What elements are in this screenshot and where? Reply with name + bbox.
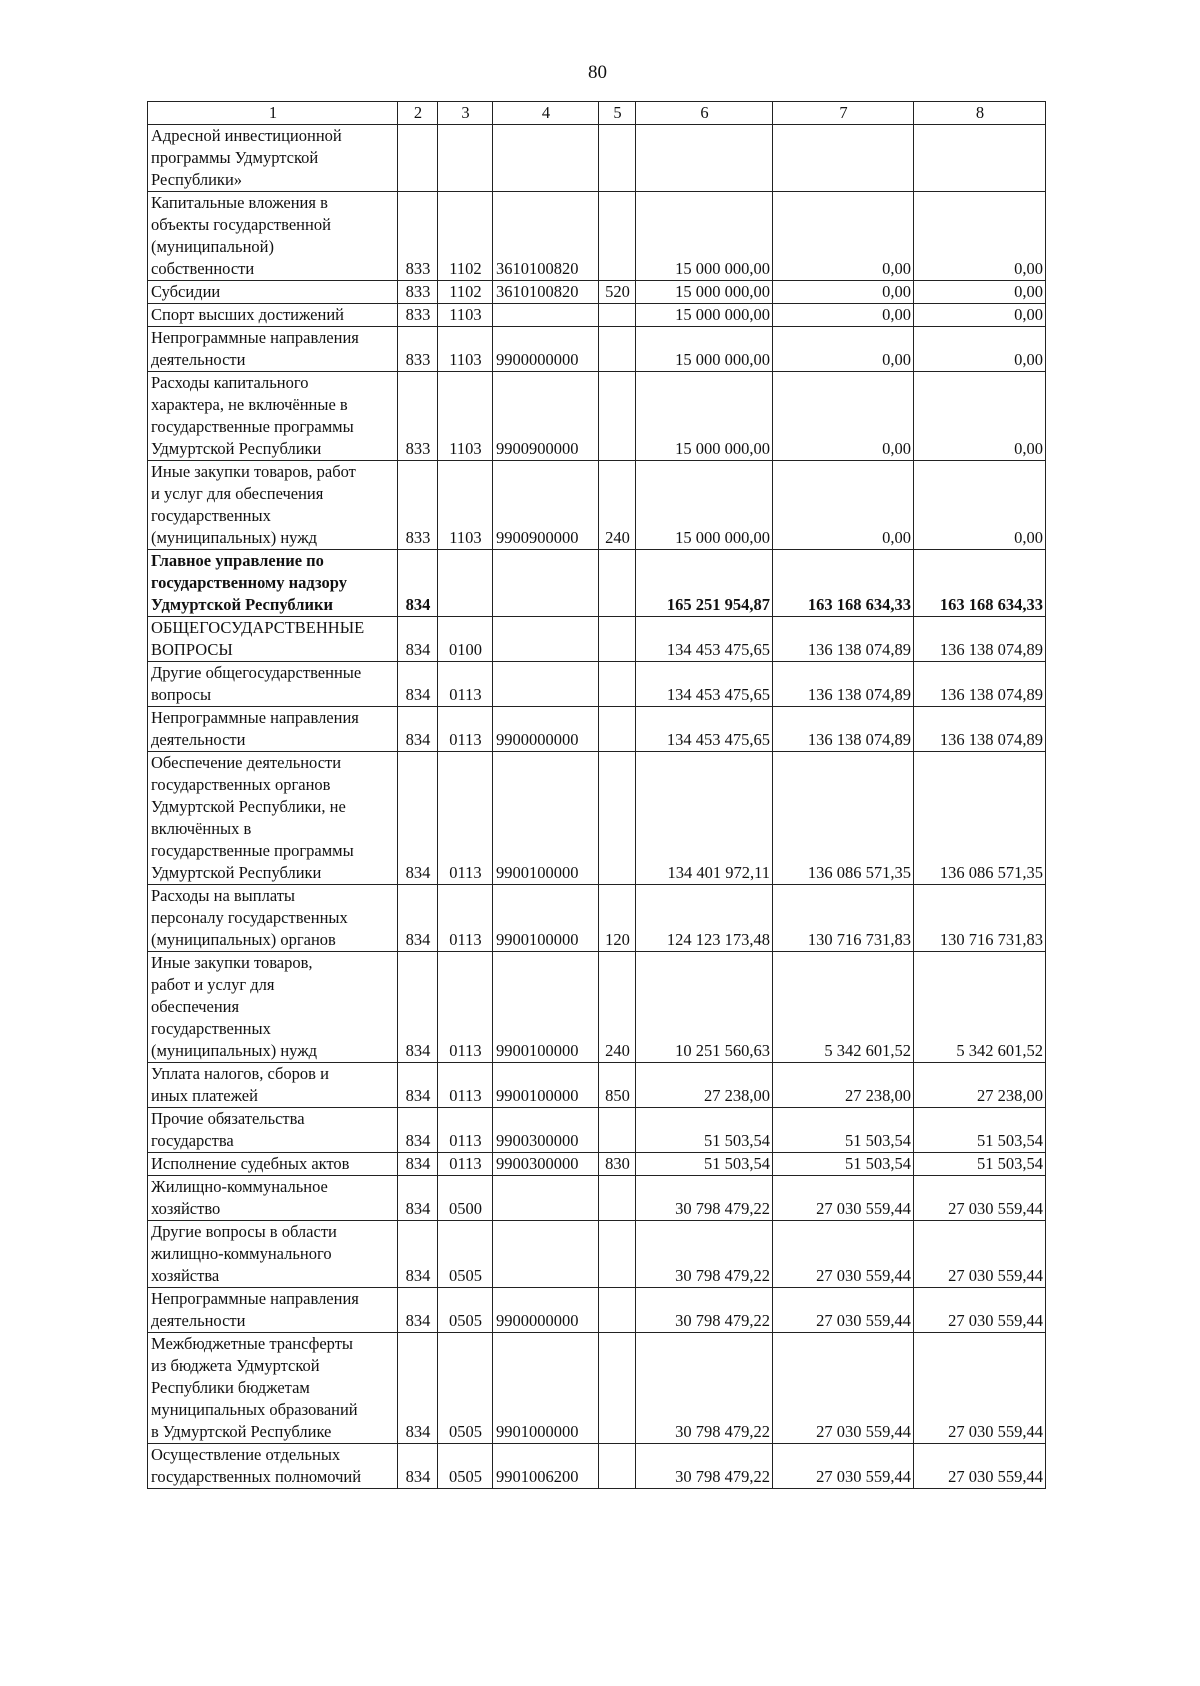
cell-amount-2: 51 503,54: [773, 1153, 914, 1176]
cell-name: ОБЩЕГОСУДАРСТВЕННЫЕ ВОПРОСЫ: [148, 617, 398, 662]
cell-amount-1: [636, 125, 773, 192]
table-row: [148, 1333, 1046, 1444]
cell-target-code: [493, 617, 599, 662]
cell-expense-type: 240: [599, 461, 636, 550]
cell-admin-code: 834: [398, 1176, 438, 1221]
page-number: 80: [588, 62, 607, 83]
cell-expense-type: [599, 1444, 636, 1489]
cell-admin-code: 834: [398, 617, 438, 662]
cell-section-code: [438, 125, 493, 192]
cell-amount-3: 130 716 731,83: [914, 885, 1046, 952]
table-row: [148, 1063, 1046, 1108]
cell-expense-type: [599, 1288, 636, 1333]
cell-amount-3: 163 168 634,33: [914, 550, 1046, 617]
cell-name: Спорт высших достижений: [148, 304, 398, 327]
cell-amount-1: 134 453 475,65: [636, 617, 773, 662]
cell-amount-2: 136 138 074,89: [773, 707, 914, 752]
cell-amount-2: 136 138 074,89: [773, 617, 914, 662]
cell-amount-2: 163 168 634,33: [773, 550, 914, 617]
cell-admin-code: [398, 125, 438, 192]
cell-admin-code: 834: [398, 1108, 438, 1153]
cell-target-code: 9900000000: [493, 327, 599, 372]
cell-amount-3: [914, 125, 1046, 192]
cell-name: Другие общегосударственные вопросы: [148, 662, 398, 707]
cell-name: Иные закупки товаров, работ и услуг для обеспечения государственных (муниципальных) нужд: [148, 952, 398, 1063]
table-row: [148, 192, 1046, 281]
cell-amount-3: 0,00: [914, 192, 1046, 281]
col-header: 4: [493, 102, 599, 125]
table-row: [148, 952, 1046, 1063]
cell-amount-1: 30 798 479,22: [636, 1333, 773, 1444]
cell-name: Прочие обязательства государства: [148, 1108, 398, 1153]
cell-amount-1: 134 401 972,11: [636, 752, 773, 885]
cell-amount-3: 136 138 074,89: [914, 662, 1046, 707]
col-header: 2: [398, 102, 438, 125]
cell-expense-type: [599, 707, 636, 752]
cell-amount-3: 0,00: [914, 372, 1046, 461]
cell-amount-2: 27 238,00: [773, 1063, 914, 1108]
cell-target-code: 9900100000: [493, 1063, 599, 1108]
table-row: [148, 372, 1046, 461]
table-row: [148, 1153, 1046, 1176]
table-row: [148, 617, 1046, 662]
cell-amount-3: 5 342 601,52: [914, 952, 1046, 1063]
cell-name: Капитальные вложения в объекты государственной (муниципальной) собственности: [148, 192, 398, 281]
cell-amount-2: 0,00: [773, 327, 914, 372]
cell-amount-2: 0,00: [773, 372, 914, 461]
cell-admin-code: 833: [398, 304, 438, 327]
cell-section-code: 0100: [438, 617, 493, 662]
cell-name: Адресной инвестиционной программы Удмуртской Республики»: [148, 125, 398, 192]
cell-amount-3: 27 238,00: [914, 1063, 1046, 1108]
table-row: [148, 327, 1046, 372]
cell-amount-2: 0,00: [773, 192, 914, 281]
cell-amount-1: 134 453 475,65: [636, 707, 773, 752]
table-row: [148, 1108, 1046, 1153]
cell-amount-3: 27 030 559,44: [914, 1221, 1046, 1288]
cell-expense-type: [599, 125, 636, 192]
cell-amount-2: 51 503,54: [773, 1108, 914, 1153]
cell-section-code: 0113: [438, 885, 493, 952]
cell-section-code: 0500: [438, 1176, 493, 1221]
cell-admin-code: 834: [398, 707, 438, 752]
col-header: 1: [148, 102, 398, 125]
cell-amount-2: 27 030 559,44: [773, 1221, 914, 1288]
cell-amount-3: 0,00: [914, 281, 1046, 304]
cell-amount-2: [773, 125, 914, 192]
cell-amount-3: 27 030 559,44: [914, 1333, 1046, 1444]
cell-section-code: 0113: [438, 752, 493, 885]
cell-section-code: 1102: [438, 281, 493, 304]
cell-target-code: 9900300000: [493, 1108, 599, 1153]
cell-target-code: 9900100000: [493, 952, 599, 1063]
cell-section-code: 1103: [438, 461, 493, 550]
col-header: 3: [438, 102, 493, 125]
cell-admin-code: 833: [398, 281, 438, 304]
cell-amount-1: 27 238,00: [636, 1063, 773, 1108]
cell-amount-1: 134 453 475,65: [636, 662, 773, 707]
cell-amount-2: 130 716 731,83: [773, 885, 914, 952]
cell-admin-code: 833: [398, 192, 438, 281]
cell-expense-type: [599, 304, 636, 327]
cell-admin-code: 834: [398, 662, 438, 707]
cell-name: Осуществление отдельных государственных полномочий: [148, 1444, 398, 1489]
cell-target-code: 9901000000: [493, 1333, 599, 1444]
cell-amount-2: 0,00: [773, 461, 914, 550]
table-row: [148, 752, 1046, 885]
cell-name: Другие вопросы в области жилищно-коммунального хозяйства: [148, 1221, 398, 1288]
cell-expense-type: [599, 550, 636, 617]
table-row: [148, 461, 1046, 550]
cell-name: Жилищно-коммунальное хозяйство: [148, 1176, 398, 1221]
cell-admin-code: 834: [398, 1288, 438, 1333]
cell-admin-code: 834: [398, 752, 438, 885]
table-row: [148, 1288, 1046, 1333]
cell-amount-1: 30 798 479,22: [636, 1288, 773, 1333]
cell-section-code: 0113: [438, 1153, 493, 1176]
cell-name: Исполнение судебных актов: [148, 1153, 398, 1176]
cell-name: Межбюджетные трансферты из бюджета Удмуртской Республики бюджетам муниципальных образований в Удмуртской Республике: [148, 1333, 398, 1444]
cell-section-code: [438, 550, 493, 617]
cell-amount-1: 165 251 954,87: [636, 550, 773, 617]
cell-name: Главное управление по государственному надзору Удмуртской Республики: [148, 550, 398, 617]
cell-admin-code: 834: [398, 1153, 438, 1176]
cell-section-code: 1103: [438, 304, 493, 327]
cell-expense-type: [599, 327, 636, 372]
cell-target-code: [493, 304, 599, 327]
cell-section-code: 0113: [438, 707, 493, 752]
col-header: 7: [773, 102, 914, 125]
cell-target-code: 3610100820: [493, 192, 599, 281]
cell-target-code: 9900900000: [493, 372, 599, 461]
cell-target-code: [493, 1221, 599, 1288]
cell-amount-1: 15 000 000,00: [636, 281, 773, 304]
cell-target-code: 9900000000: [493, 707, 599, 752]
cell-target-code: [493, 1176, 599, 1221]
table-row: [148, 1444, 1046, 1489]
cell-amount-1: 10 251 560,63: [636, 952, 773, 1063]
cell-section-code: 1102: [438, 192, 493, 281]
cell-amount-1: 30 798 479,22: [636, 1176, 773, 1221]
table-row: [148, 281, 1046, 304]
cell-amount-3: 51 503,54: [914, 1108, 1046, 1153]
cell-amount-1: 15 000 000,00: [636, 304, 773, 327]
cell-target-code: 9900100000: [493, 752, 599, 885]
cell-name: Непрограммные направления деятельности: [148, 1288, 398, 1333]
cell-expense-type: [599, 1176, 636, 1221]
cell-amount-1: 124 123 173,48: [636, 885, 773, 952]
cell-expense-type: 120: [599, 885, 636, 952]
col-header: 8: [914, 102, 1046, 125]
table-row: [148, 304, 1046, 327]
cell-amount-3: 27 030 559,44: [914, 1444, 1046, 1489]
cell-target-code: [493, 125, 599, 192]
cell-section-code: 1103: [438, 372, 493, 461]
cell-amount-3: 27 030 559,44: [914, 1176, 1046, 1221]
cell-admin-code: 834: [398, 1333, 438, 1444]
cell-amount-3: 0,00: [914, 304, 1046, 327]
cell-admin-code: 833: [398, 327, 438, 372]
cell-amount-2: 136 138 074,89: [773, 662, 914, 707]
cell-target-code: 3610100820: [493, 281, 599, 304]
cell-section-code: 0113: [438, 662, 493, 707]
cell-amount-1: 51 503,54: [636, 1153, 773, 1176]
cell-amount-2: 27 030 559,44: [773, 1333, 914, 1444]
cell-amount-1: 30 798 479,22: [636, 1444, 773, 1489]
cell-name: Непрограммные направления деятельности: [148, 327, 398, 372]
cell-amount-1: 51 503,54: [636, 1108, 773, 1153]
cell-admin-code: 834: [398, 550, 438, 617]
table-row: [148, 125, 1046, 192]
cell-expense-type: 830: [599, 1153, 636, 1176]
cell-section-code: 0113: [438, 1108, 493, 1153]
cell-expense-type: [599, 752, 636, 885]
cell-amount-3: 136 138 074,89: [914, 707, 1046, 752]
cell-target-code: 9900900000: [493, 461, 599, 550]
cell-name: Иные закупки товаров, работ и услуг для обеспечения государственных (муниципальных) нужд: [148, 461, 398, 550]
col-header: 6: [636, 102, 773, 125]
cell-section-code: 0505: [438, 1444, 493, 1489]
cell-admin-code: 833: [398, 372, 438, 461]
cell-name: Уплата налогов, сборов и иных платежей: [148, 1063, 398, 1108]
cell-admin-code: 834: [398, 1063, 438, 1108]
cell-amount-2: 27 030 559,44: [773, 1176, 914, 1221]
cell-expense-type: 520: [599, 281, 636, 304]
cell-expense-type: [599, 1333, 636, 1444]
cell-expense-type: 240: [599, 952, 636, 1063]
cell-target-code: [493, 550, 599, 617]
cell-section-code: 0113: [438, 1063, 493, 1108]
cell-expense-type: 850: [599, 1063, 636, 1108]
cell-amount-2: 27 030 559,44: [773, 1444, 914, 1489]
cell-amount-3: 51 503,54: [914, 1153, 1046, 1176]
cell-amount-1: 15 000 000,00: [636, 327, 773, 372]
cell-section-code: 0505: [438, 1333, 493, 1444]
cell-amount-2: 0,00: [773, 281, 914, 304]
cell-amount-2: 136 086 571,35: [773, 752, 914, 885]
budget-table: [147, 101, 1046, 1489]
cell-amount-3: 0,00: [914, 461, 1046, 550]
cell-admin-code: 834: [398, 952, 438, 1063]
cell-amount-1: 15 000 000,00: [636, 372, 773, 461]
cell-amount-1: 15 000 000,00: [636, 461, 773, 550]
cell-expense-type: [599, 1108, 636, 1153]
cell-amount-2: 5 342 601,52: [773, 952, 914, 1063]
cell-expense-type: [599, 192, 636, 281]
cell-section-code: 0505: [438, 1221, 493, 1288]
cell-expense-type: [599, 617, 636, 662]
cell-amount-2: 27 030 559,44: [773, 1288, 914, 1333]
cell-expense-type: [599, 372, 636, 461]
cell-amount-1: 15 000 000,00: [636, 192, 773, 281]
col-header: 5: [599, 102, 636, 125]
cell-amount-2: 0,00: [773, 304, 914, 327]
cell-amount-3: 0,00: [914, 327, 1046, 372]
cell-target-code: [493, 662, 599, 707]
cell-amount-1: 30 798 479,22: [636, 1221, 773, 1288]
table-row: [148, 1221, 1046, 1288]
cell-section-code: 0505: [438, 1288, 493, 1333]
cell-section-code: 1103: [438, 327, 493, 372]
cell-name: Субсидии: [148, 281, 398, 304]
cell-target-code: 9900100000: [493, 885, 599, 952]
cell-name: Непрограммные направления деятельности: [148, 707, 398, 752]
table-row: [148, 885, 1046, 952]
table-row: [148, 662, 1046, 707]
cell-amount-3: 136 086 571,35: [914, 752, 1046, 885]
cell-target-code: 9900000000: [493, 1288, 599, 1333]
table-row: [148, 707, 1046, 752]
cell-amount-3: 27 030 559,44: [914, 1288, 1046, 1333]
cell-admin-code: 834: [398, 1221, 438, 1288]
cell-target-code: 9901006200: [493, 1444, 599, 1489]
cell-name: Расходы на выплаты персоналу государственных (муниципальных) органов: [148, 885, 398, 952]
cell-expense-type: [599, 662, 636, 707]
cell-expense-type: [599, 1221, 636, 1288]
cell-admin-code: 834: [398, 885, 438, 952]
cell-name: Обеспечение деятельности государственных органов Удмуртской Республики, не включённых в государственные программы Удмуртской Республики: [148, 752, 398, 885]
cell-section-code: 0113: [438, 952, 493, 1063]
header-row: [148, 102, 1046, 125]
cell-amount-3: 136 138 074,89: [914, 617, 1046, 662]
cell-name: Расходы капитального характера, не включённые в государственные программы Удмуртской Республики: [148, 372, 398, 461]
table-row: [148, 1176, 1046, 1221]
cell-target-code: 9900300000: [493, 1153, 599, 1176]
cell-admin-code: 833: [398, 461, 438, 550]
cell-admin-code: 834: [398, 1444, 438, 1489]
table-row: [148, 550, 1046, 617]
